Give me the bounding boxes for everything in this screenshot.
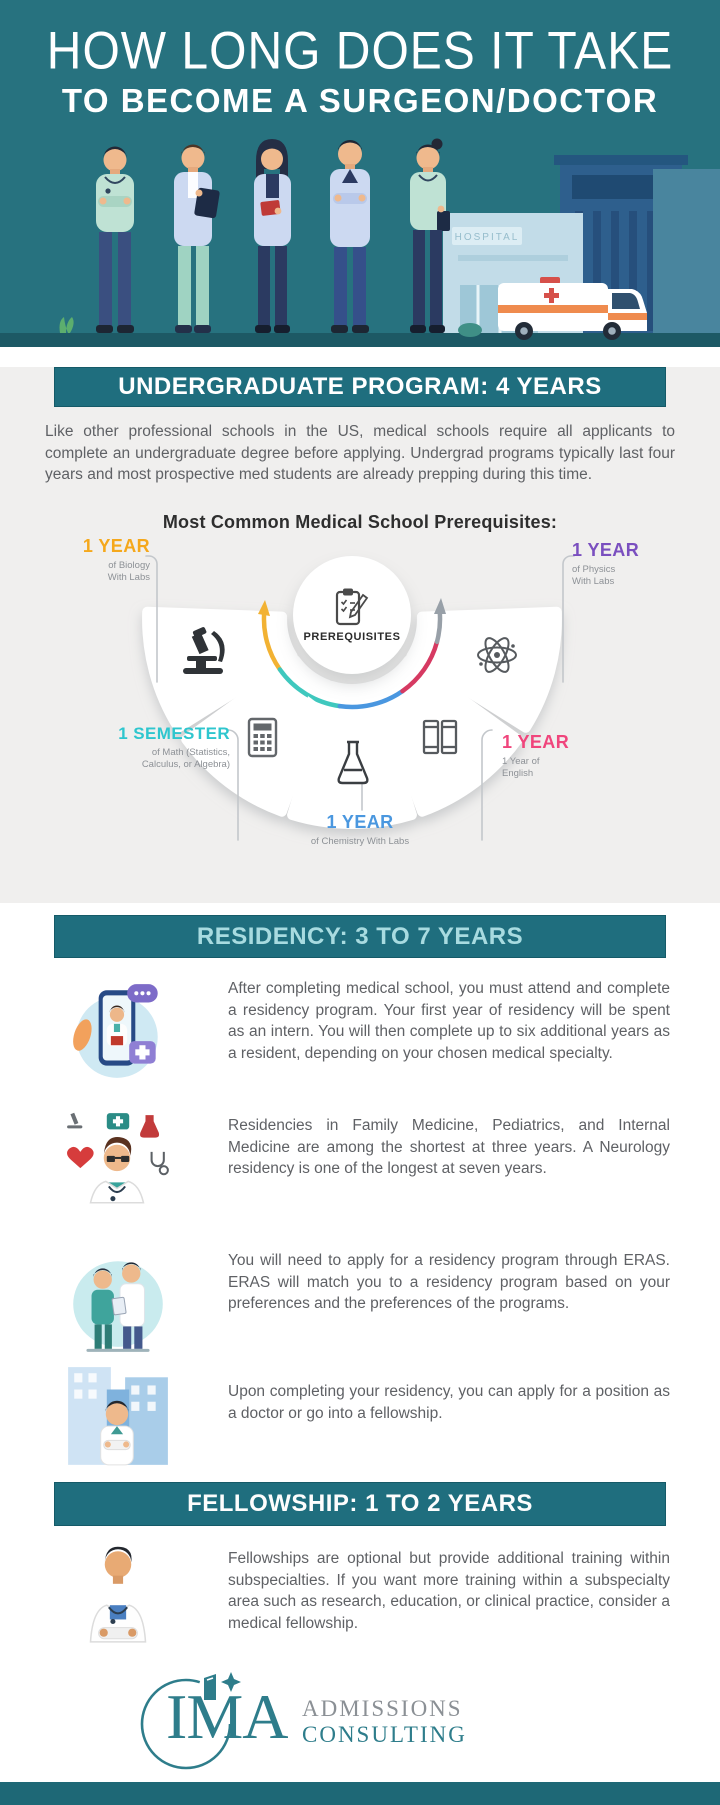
doctor-portrait-illustration	[62, 1105, 182, 1217]
doctor-hospital-illustration	[62, 1361, 182, 1473]
biology-detail: of Biology With Labs	[107, 560, 150, 584]
logo-word-consulting: CONSULTING	[302, 1722, 467, 1748]
residency-section	[0, 915, 720, 1805]
fellowship-doctor-illustration	[62, 1538, 182, 1650]
doctor-figure-2	[174, 145, 220, 334]
fellowship-item	[0, 1538, 720, 1650]
residency-paragraph-1: After completing medical school, you must attend and complete a residency program. Your first year of residency will be spent as an intern. You will then complete up to six additional years as a resident, depending on your chosen medical specialty.	[228, 980, 670, 1063]
english-detail: 1 Year of English	[502, 756, 540, 780]
page-title-line2: TO BECOME A SURGEON/DOCTOR	[61, 82, 659, 119]
clipboard-pencil-icon	[334, 587, 370, 627]
bush-icon	[458, 323, 482, 337]
page-title-line1: HOW LONG DOES IT TAKE	[46, 22, 674, 81]
logo-word-admissions: ADMISSIONS	[302, 1696, 463, 1721]
medical-team-illustration	[62, 1245, 182, 1357]
chemistry-detail: of Chemistry With Labs	[310, 836, 410, 848]
ima-logo	[120, 1672, 600, 1768]
telemedicine-illustration	[62, 976, 182, 1088]
hospital-sign: HOSPITAL	[454, 232, 520, 243]
residency-paragraph-3: You will need to apply for a residency program through ERAS. ERAS will match you to a residency program based on your preferences and the preferences of the programs.	[228, 1252, 670, 1313]
prereq-english-label	[502, 732, 642, 781]
residency-paragraph-2: Residencies in Family Medicine, Pediatrics, and Internal Medicine are among the shortest at three years. A Neurology residency is one of the longest at seven years.	[228, 1117, 670, 1178]
undergraduate-paragraph: Like other professional schools in the US, medical schools require all applicants to complete an undergraduate degree before applying. Undergrad programs typically last four years and most prospective med students are already prepping during this time.	[45, 423, 675, 484]
residency-item-1	[0, 976, 720, 1091]
prerequisites-center	[293, 556, 411, 674]
undergraduate-banner-label: UNDERGRADUATE PROGRAM: 4 YEARS	[118, 373, 602, 400]
physics-duration: 1 YEAR	[572, 540, 640, 561]
undergraduate-section	[0, 367, 720, 903]
residency-banner-label: RESIDENCY: 3 TO 7 YEARS	[196, 922, 524, 950]
logo-words	[302, 1696, 467, 1749]
residency-item-3	[0, 1245, 720, 1357]
prerequisites-diagram	[0, 534, 720, 864]
prereq-math-label	[58, 724, 230, 772]
hero-illustration	[0, 127, 720, 347]
logo-acronym: IMA	[166, 1681, 288, 1752]
arc-arrow-right	[434, 598, 446, 614]
prerequisites-center-label: PREREQUISITES	[303, 631, 401, 644]
biology-duration: 1 YEAR	[82, 536, 150, 557]
prerequisites-heading: Most Common Medical School Prerequisites:	[162, 512, 558, 533]
chemistry-duration: 1 YEAR	[326, 812, 394, 833]
physics-detail: of Physics With Labs	[572, 564, 616, 588]
english-duration: 1 YEAR	[502, 732, 570, 753]
fellowship-paragraph: Fellowships are optional but provide additional training within subspecialties. If you want more training within a subspecialty area such as research, education, or clinical practice, consider a medical fellowship.	[228, 1550, 670, 1633]
math-duration: 1 SEMESTER	[118, 724, 230, 744]
undergraduate-banner	[54, 367, 666, 407]
fellowship-banner-label: FELLOWSHIP: 1 TO 2 YEARS	[187, 1490, 533, 1517]
prereq-physics-label	[572, 540, 682, 589]
hero-section	[0, 0, 720, 347]
fellowship-banner	[54, 1482, 666, 1526]
residency-banner	[54, 915, 666, 958]
residency-item-2	[0, 1105, 720, 1223]
footer-bar	[0, 1782, 720, 1805]
math-detail: of Math (Statistics, Calculus, or Algebra)	[141, 747, 230, 771]
doctor-figure-4	[330, 140, 370, 333]
doctor-figure-3	[254, 139, 291, 333]
residency-item-4	[0, 1361, 720, 1461]
plant-icon	[60, 317, 74, 333]
prereq-biology-label	[52, 536, 150, 585]
prereq-chemistry-label	[260, 812, 460, 848]
residency-paragraph-4: Upon completing your residency, you can apply for a position as a doctor or go into a fellowship.	[228, 1383, 670, 1422]
doctor-figure-1	[96, 147, 134, 334]
arc-arrow-left	[258, 600, 270, 616]
